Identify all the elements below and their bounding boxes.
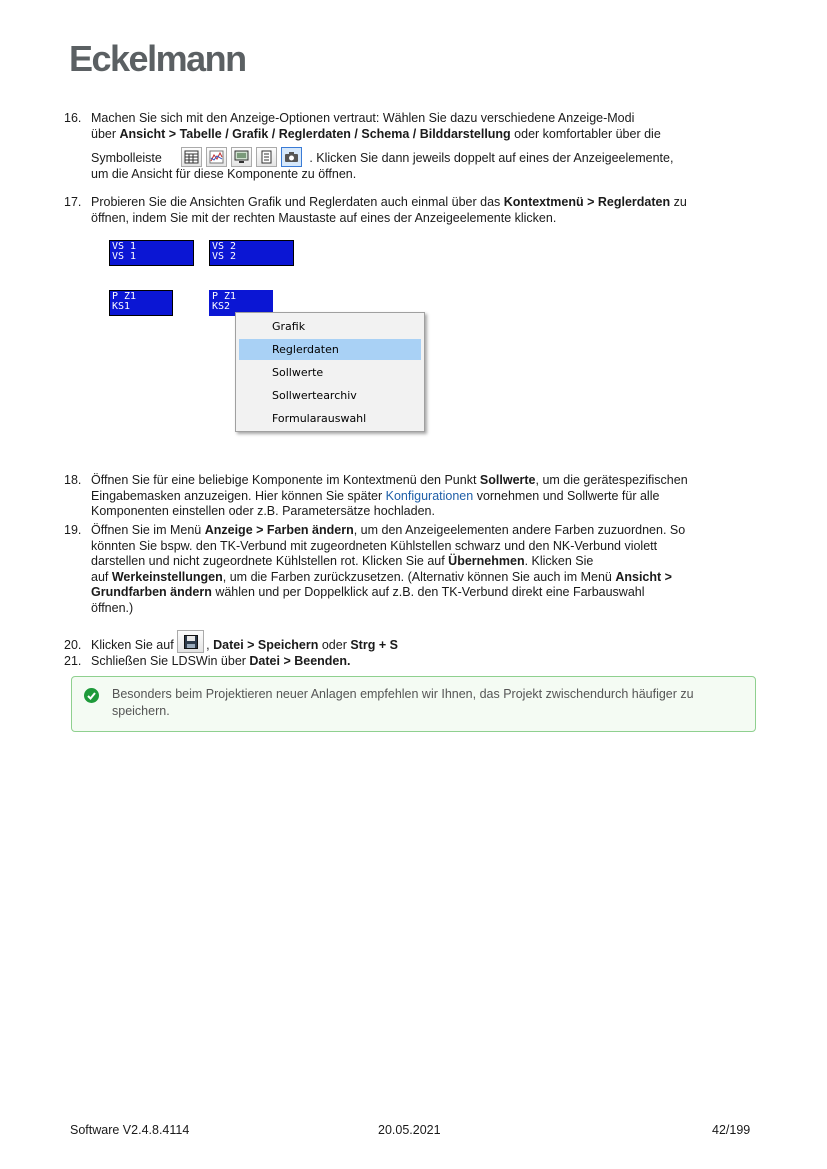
context-menu-item-sollwerte[interactable]: Sollwerte <box>272 366 324 379</box>
tip-note <box>71 676 756 732</box>
display-element-vs2[interactable]: VS 2 VS 2 <box>209 240 294 266</box>
step-19-line-3: darstellen und nicht zugeordnete Kühlstellen rot. Klicken Sie auf Übernehmen. Klicken Sie <box>91 554 594 568</box>
step-number: 20. <box>64 638 82 652</box>
step-16-line-4: um die Ansicht für diese Komponente zu öffnen. <box>91 167 357 181</box>
context-menu-item-formularauswahl[interactable]: Formularauswahl <box>272 412 367 425</box>
context-menu-item-grafik[interactable]: Grafik <box>272 320 306 333</box>
display-element-pz1-ks1[interactable]: P Z1 KS1 <box>109 290 173 316</box>
display-element-pz1-ks2[interactable]: P Z1 KS2 <box>209 290 273 316</box>
step-18-line-1: Öffnen Sie für eine beliebige Komponente im Kontextmenü den Punkt Sollwerte, um die gerätespezifischen <box>91 473 688 487</box>
table-icon[interactable] <box>181 147 202 167</box>
context-menu-item-sollwertearchiv[interactable]: Sollwertearchiv <box>272 389 357 402</box>
footer-software-version: Software V2.4.8.4114 <box>70 1123 190 1137</box>
step-19-line-1: Öffnen Sie im Menü Anzeige > Farben ändern, um den Anzeigeelementen andere Farben zuzuordnen. So <box>91 523 686 537</box>
step-19-line-6: öffnen.) <box>91 600 134 615</box>
step-number: 16. <box>64 111 82 125</box>
step-16-line-2: über Ansicht > Tabelle / Grafik / Reglerdaten / Schema / Bilddarstellung oder komfortabler über die <box>91 126 661 141</box>
step-number: 18. <box>64 473 82 487</box>
monitor-icon[interactable] <box>231 147 252 167</box>
check-icon <box>84 688 99 703</box>
footer-page-number: 42/199 <box>712 1123 751 1137</box>
step-16-line-3: Symbolleiste . Klicken Sie dann jeweils doppelt auf eines der Anzeigeelemente, <box>91 147 764 167</box>
step-17-line-2: öffnen, indem Sie mit der rechten Maustaste auf eines der Anzeigeelemente klicken. <box>91 210 557 225</box>
step-19-line-2: könnten Sie bspw. den TK-Verbund mit zugeordneten Kühlstellen schwarz und den NK-Verbund violett <box>91 538 658 553</box>
step-16-line-1: Machen Sie sich mit den Anzeige-Optionen vertraut: Wählen Sie dazu verschiedene Anzeige-Modi <box>91 111 635 125</box>
step-18-line-2: Eingabemasken anzuzeigen. Hier können Sie später Konfigurationen vornehmen und Sollwerte für alle <box>91 488 660 503</box>
step-18-line-3: Komponenten einstellen oder z.B. Parametersätze hochladen. <box>91 504 435 518</box>
step-19 <box>64 523 764 616</box>
step-17-line-1: Probieren Sie die Ansichten Grafik und Reglerdaten auch einmal über das Kontextmenü > Reglerdaten zu <box>91 195 687 209</box>
company-logo: Eckelmann <box>69 38 246 79</box>
camera-icon[interactable] <box>281 147 302 167</box>
step-16 <box>64 111 764 183</box>
step-20: 20. Klicken Sie auf , Datei > Speichern oder Strg + S <box>64 633 764 654</box>
step-21: 21. Schließen Sie LDSWin über Datei > Beenden. <box>64 654 351 668</box>
step-18 <box>64 473 764 520</box>
konfigurationen-link[interactable]: Konfigurationen <box>385 488 474 503</box>
step-number: 19. <box>64 523 82 537</box>
context-menu <box>235 312 425 432</box>
step-number: 21. <box>64 654 82 668</box>
graph-icon[interactable] <box>206 147 227 167</box>
step-19-line-4: auf Werkeinstellungen, um die Farben zurückzusetzen. (Alternativ können Sie auch im Menü Ansicht > <box>91 569 672 584</box>
step-number: 17. <box>64 195 82 209</box>
save-icon[interactable] <box>177 630 204 653</box>
step-19-line-5: Grundfarben ändern wählen und per Doppelklick auf z.B. den TK-Verbund direkt eine Farbauswahl <box>91 585 645 599</box>
context-menu-item-reglerdaten[interactable]: Reglerdaten <box>239 339 421 360</box>
list-icon[interactable] <box>256 147 277 167</box>
display-element-vs1[interactable]: VS 1 VS 1 <box>109 240 194 266</box>
tip-note-text: Besonders beim Projektieren neuer Anlagen empfehlen wir Ihnen, das Projekt zwischendurch häufiger zu speichern. <box>112 687 694 718</box>
footer-date: 20.05.2021 <box>378 1123 441 1137</box>
step-17 <box>64 195 764 226</box>
